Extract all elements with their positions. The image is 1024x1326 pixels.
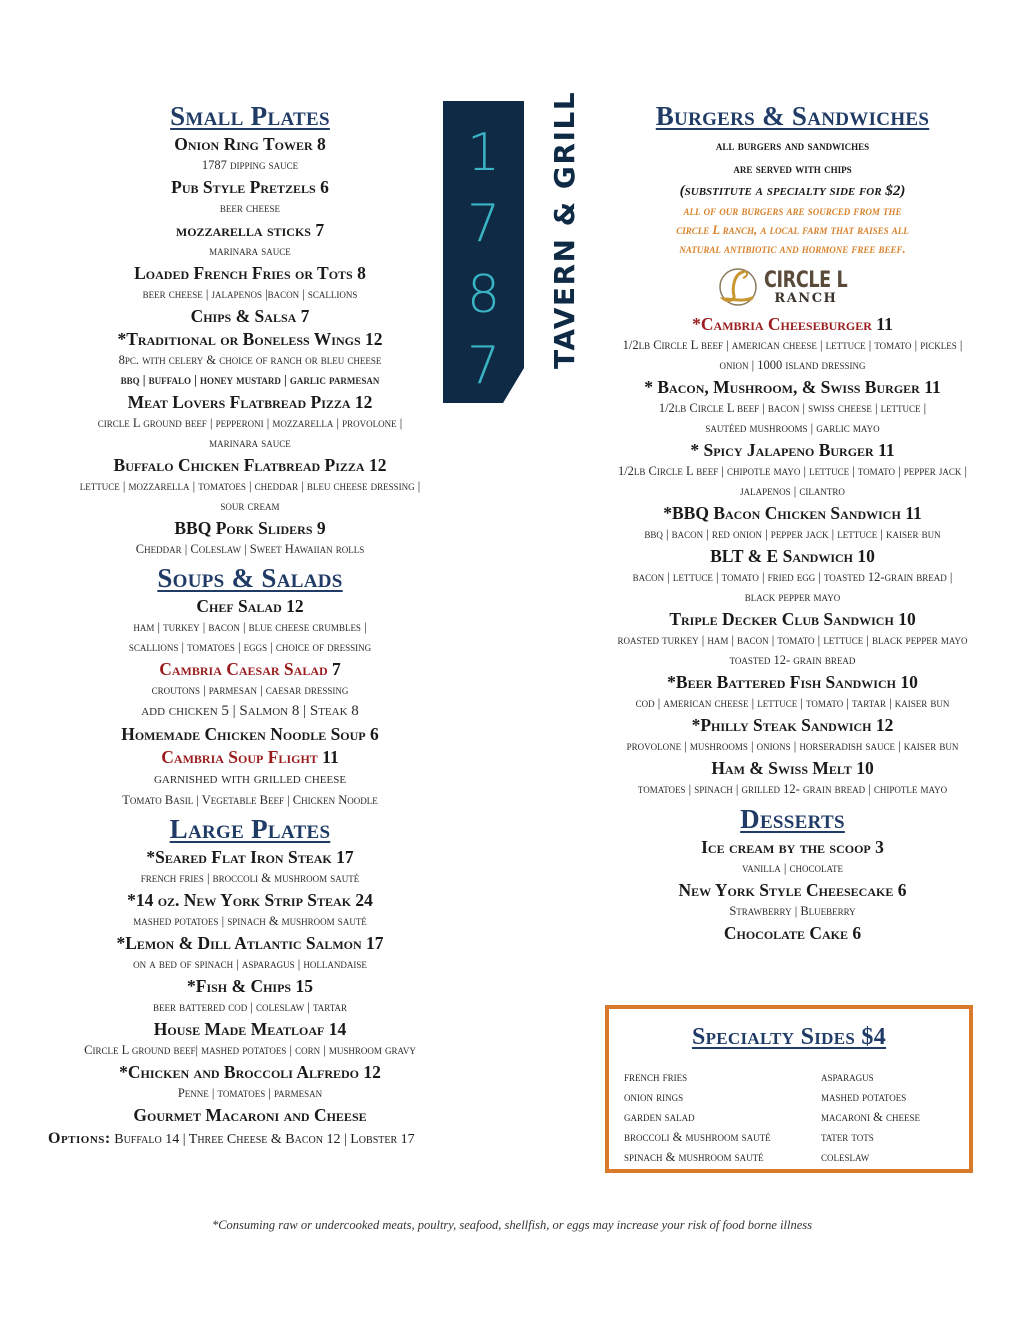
right-column	[575, 100, 1010, 944]
item-description: beer cheese | jalapenos |bacon | scallions	[142, 287, 358, 301]
item-name: Cambria Caesar Salad	[159, 659, 328, 679]
side-item: onion rings	[624, 1090, 684, 1104]
menu-item	[40, 723, 460, 745]
item-description: black pepper mayo	[744, 590, 841, 604]
item-description: ham | turkey | bacon | blue cheese crumbles |	[133, 620, 367, 634]
item-description: provolone | mushrooms | onions | horseradish sauce | kaiser bun	[626, 739, 959, 753]
section-title: Burgers & Sandwiches	[655, 101, 930, 131]
menu-item	[40, 889, 460, 911]
item-description: marinara sauce	[209, 244, 291, 258]
logo-digit: 7	[466, 336, 501, 396]
item-price: 12	[286, 596, 304, 616]
item-name: *Traditional or Boneless Wings	[117, 329, 361, 349]
menu-item	[575, 757, 1010, 779]
substitute-note: (substitute a specialty side for $2)	[679, 183, 906, 199]
menu-item	[40, 1018, 460, 1040]
menu-item	[575, 376, 1010, 398]
item-description: lettuce | mozzarella | tomatoes | cheddar | bleu cheese dressing |	[79, 479, 421, 493]
side-item: french fries	[624, 1070, 688, 1084]
menu-item	[575, 922, 1010, 944]
item-description: 1787 dipping sauce	[201, 158, 299, 172]
options-list: Buffalo 14 | Three Cheese & Bacon 12 | Lobster 17	[114, 1132, 415, 1147]
item-description: bacon | lettuce | tomato | fried egg | toasted 12-grain bread |	[632, 570, 953, 584]
item-price: 11	[322, 747, 339, 767]
item-name: Homemade Chicken Noodle Soup	[121, 724, 366, 744]
item-price: 10	[898, 609, 916, 629]
item-price: 11	[878, 440, 895, 460]
item-description: 8pc. with celery & choice of ranch or bleu cheese	[118, 353, 382, 367]
item-name: Cambria Soup Flight	[161, 747, 318, 767]
item-description: Tomato Basil | Vegetable Beef | Chicken Noodle	[122, 793, 378, 807]
sides-column-2	[821, 1067, 920, 1167]
side-item: spinach & mushroom sauté	[624, 1150, 764, 1164]
item-description: onion | 1000 island dressing	[719, 358, 866, 372]
options-label: Options:	[48, 1130, 111, 1147]
item-price: 3	[875, 837, 884, 857]
item-price: 7	[315, 220, 325, 240]
menu-item	[40, 1104, 460, 1126]
side-item: mashed potatoes	[821, 1090, 907, 1104]
item-name: House Made Meatloaf	[153, 1019, 325, 1039]
circle-l-ranch-logo	[575, 265, 1010, 309]
ranch-subtitle: RANCH	[774, 290, 838, 306]
item-description: beer cheese	[219, 201, 281, 215]
item-name: * Bacon, Mushroom, & Swiss Burger	[644, 377, 920, 397]
menu-item	[40, 595, 460, 617]
item-description: scallions | tomatoes | eggs | choice of dressing	[128, 640, 372, 654]
menu-item	[575, 313, 1010, 335]
item-price: 11	[905, 503, 922, 523]
item-name: Onion Ring Tower	[174, 134, 313, 154]
item-description: sour cream	[220, 499, 280, 513]
menu-item	[40, 454, 460, 476]
item-price: 11	[924, 377, 941, 397]
menu-item	[40, 517, 460, 539]
item-price: 12	[875, 715, 894, 735]
item-price: 12	[365, 329, 383, 349]
item-name: mozzarella sticks	[175, 220, 311, 240]
item-description: beer battered cod | coleslaw | tartar	[152, 1000, 348, 1014]
section-title: Desserts	[740, 804, 845, 834]
item-price: 10	[856, 758, 874, 778]
menu-item	[40, 262, 460, 284]
item-description: sautéed mushrooms | garlic mayo	[705, 421, 880, 435]
item-price: 14	[328, 1019, 347, 1039]
item-name: New York Style Cheesecake	[678, 880, 894, 900]
section-title: Large Plates	[169, 814, 331, 844]
item-description: Penne | tomatoes | parmesan	[177, 1086, 323, 1100]
item-description: bbq | bacon | red onion | pepper jack | lettuce | kaiser bun	[644, 527, 941, 541]
item-description: Strawberry | Blueberry	[729, 904, 856, 918]
item-description: jalapenos | cilantro	[740, 484, 845, 498]
food-safety-disclaimer: *Consuming raw or undercooked meats, poultry, seafood, shellfish, or eggs may increase your risk of food borne illness	[211, 1218, 813, 1232]
item-description: cod | american cheese | lettuce | tomato | tartar | kaiser bun	[635, 696, 950, 710]
item-name: *Cambria Cheeseburger	[692, 314, 872, 334]
item-description: circle L ground beef | pepperoni | mozzarella | provolone |	[97, 416, 403, 430]
item-price: 12	[354, 392, 373, 412]
item-description: tomatoes | spinach | grilled 12- grain bread | chipotle mayo	[637, 782, 948, 796]
item-name: *14 oz. New York Strip Steak	[127, 890, 352, 910]
menu-item	[40, 746, 460, 768]
sides-column-1	[624, 1067, 821, 1167]
item-name: *BBQ Bacon Chicken Sandwich	[663, 503, 901, 523]
item-price: 12	[368, 455, 387, 475]
item-name: *Seared Flat Iron Steak	[146, 847, 332, 867]
item-price: 6	[897, 880, 907, 900]
side-item: macaroni & cheese	[821, 1110, 920, 1124]
item-description: Cheddar | Coleslaw | Sweet Hawaiian rolls	[135, 542, 365, 556]
section-soups-salads	[40, 562, 460, 810]
ranch-name: CIRCLE L	[764, 267, 848, 293]
item-name: Chocolate Cake	[723, 923, 848, 943]
item-name: *Chicken and Broccoli Alfredo	[119, 1062, 359, 1082]
specialty-sides-box	[605, 1005, 973, 1173]
item-price: 11	[876, 314, 893, 334]
logo-digit: 7	[466, 194, 501, 254]
item-name: Chips & Salsa	[190, 306, 297, 326]
side-item: coleslaw	[821, 1150, 870, 1164]
item-price: 8	[317, 134, 326, 154]
item-description: mashed potatoes | spinach & mushroom sauté	[133, 914, 367, 928]
item-name: *Philly Steak Sandwich	[691, 715, 872, 735]
item-name: Pub Style Pretzels	[171, 177, 316, 197]
item-price: 7	[300, 306, 310, 326]
item-price: 10	[900, 672, 918, 692]
menu-item	[40, 391, 460, 413]
item-price: 9	[316, 518, 326, 538]
item-name: Ham & Swiss Melt	[711, 758, 852, 778]
item-name: *Fish & Chips	[187, 976, 292, 996]
item-name: *Lemon & Dill Atlantic Salmon	[116, 933, 362, 953]
item-description: on a bed of spinach | asparagus | hollandaise	[133, 957, 367, 971]
sourcing-note: natural antibiotic and hormone free beef.	[679, 242, 906, 256]
item-price: 10	[857, 546, 875, 566]
item-description: marinara sauce	[209, 436, 291, 450]
item-description: 1/2lb Circle L beef | chipotle mayo | lettuce | tomato | pepper jack |	[617, 464, 968, 478]
section-desserts	[575, 803, 1010, 944]
item-name: Gourmet Macaroni and Cheese	[133, 1105, 367, 1125]
section-burgers-sandwiches	[575, 100, 1010, 799]
item-description: 1/2lb Circle L beef | american cheese | lettuce | tomato | pickles |	[622, 338, 963, 352]
item-description: 1/2lb Circle L beef | bacon | swiss cheese | lettuce |	[658, 401, 927, 415]
section-title: Small Plates	[170, 101, 330, 131]
item-description: vanilla | chocolate	[741, 861, 844, 875]
item-price: 6	[320, 177, 329, 197]
menu-item	[40, 133, 460, 155]
menu-item	[575, 545, 1010, 567]
menu-item	[40, 176, 460, 198]
item-name: Ice cream by the scoop	[701, 837, 871, 857]
item-price: 12	[363, 1062, 381, 1082]
section-large-plates	[40, 813, 460, 1151]
left-column	[40, 100, 460, 1151]
mac-options	[40, 1128, 460, 1151]
item-description: croutons | parmesan | caesar dressing	[151, 683, 349, 697]
circle-l-emblem-icon	[716, 266, 760, 308]
item-description: Circle L ground beef| mashed potatoes | corn | mushroom gravy	[84, 1043, 416, 1057]
item-name: Chef Salad	[196, 596, 282, 616]
served-with-note: all burgers and sandwiches	[715, 138, 870, 153]
item-name: Loaded French Fries or Tots	[134, 263, 353, 283]
item-price: 17	[336, 847, 354, 867]
logo-digit: 8	[466, 265, 501, 325]
item-description: bbq | buffalo | honey mustard | garlic parmesan	[120, 373, 380, 387]
served-with-note: are served with chips	[733, 161, 852, 176]
item-name: *Beer Battered Fish Sandwich	[667, 672, 896, 692]
item-price: 24	[355, 890, 373, 910]
item-price: 7	[332, 659, 341, 679]
item-name: * Spicy Jalapeno Burger	[690, 440, 874, 460]
menu-item	[575, 671, 1010, 693]
side-item: asparagus	[821, 1070, 874, 1084]
sourcing-note: all of our burgers are sourced from the	[683, 204, 902, 218]
section-title: Soups & Salads	[157, 563, 343, 593]
section-small-plates	[40, 100, 460, 559]
logo-digit: 1	[466, 123, 501, 183]
item-description: toasted 12- grain bread	[729, 653, 856, 667]
item-description: roasted turkey | ham | bacon | tomato | lettuce | black pepper mayo	[617, 633, 968, 647]
item-price: 17	[366, 933, 384, 953]
menu-item	[40, 975, 460, 997]
item-name: Buffalo Chicken Flatbread Pizza	[113, 455, 365, 475]
menu-item	[40, 1061, 460, 1083]
item-price: 6	[852, 923, 862, 943]
item-name: Meat Lovers Flatbread Pizza	[127, 392, 351, 412]
section-title: Specialty Sides $4	[691, 1024, 887, 1050]
menu-item	[575, 502, 1010, 524]
side-item: broccoli & mushroom sauté	[624, 1130, 771, 1144]
item-description: garnished with grilled cheese	[153, 771, 347, 787]
menu-item	[40, 328, 460, 350]
menu-item	[40, 219, 460, 241]
item-price: 15	[295, 976, 313, 996]
item-name: Triple Decker Club Sandwich	[669, 609, 894, 629]
logo-tagline: TAVERN & GRILL	[548, 90, 581, 369]
menu-item	[575, 439, 1010, 461]
item-name: BLT & E Sandwich	[710, 546, 853, 566]
side-item: tater tots	[821, 1130, 874, 1144]
menu-item	[40, 658, 460, 680]
item-description: french fries | broccoli & mushroom sauté	[140, 871, 360, 885]
item-addons: add chicken 5 | Salmon 8 | Steak 8	[141, 703, 359, 719]
menu-item	[40, 932, 460, 954]
side-item: garden salad	[624, 1110, 695, 1124]
sourcing-note: circle L ranch, a local farm that raises all	[676, 223, 909, 237]
menu-item	[40, 846, 460, 868]
item-price: 8	[357, 263, 366, 283]
menu-item	[575, 714, 1010, 736]
menu-item	[575, 879, 1010, 901]
item-name: BBQ Pork Sliders	[174, 518, 313, 538]
menu-item	[575, 608, 1010, 630]
menu-item	[575, 836, 1010, 858]
menu-item	[40, 305, 460, 327]
item-price: 6	[370, 724, 379, 744]
